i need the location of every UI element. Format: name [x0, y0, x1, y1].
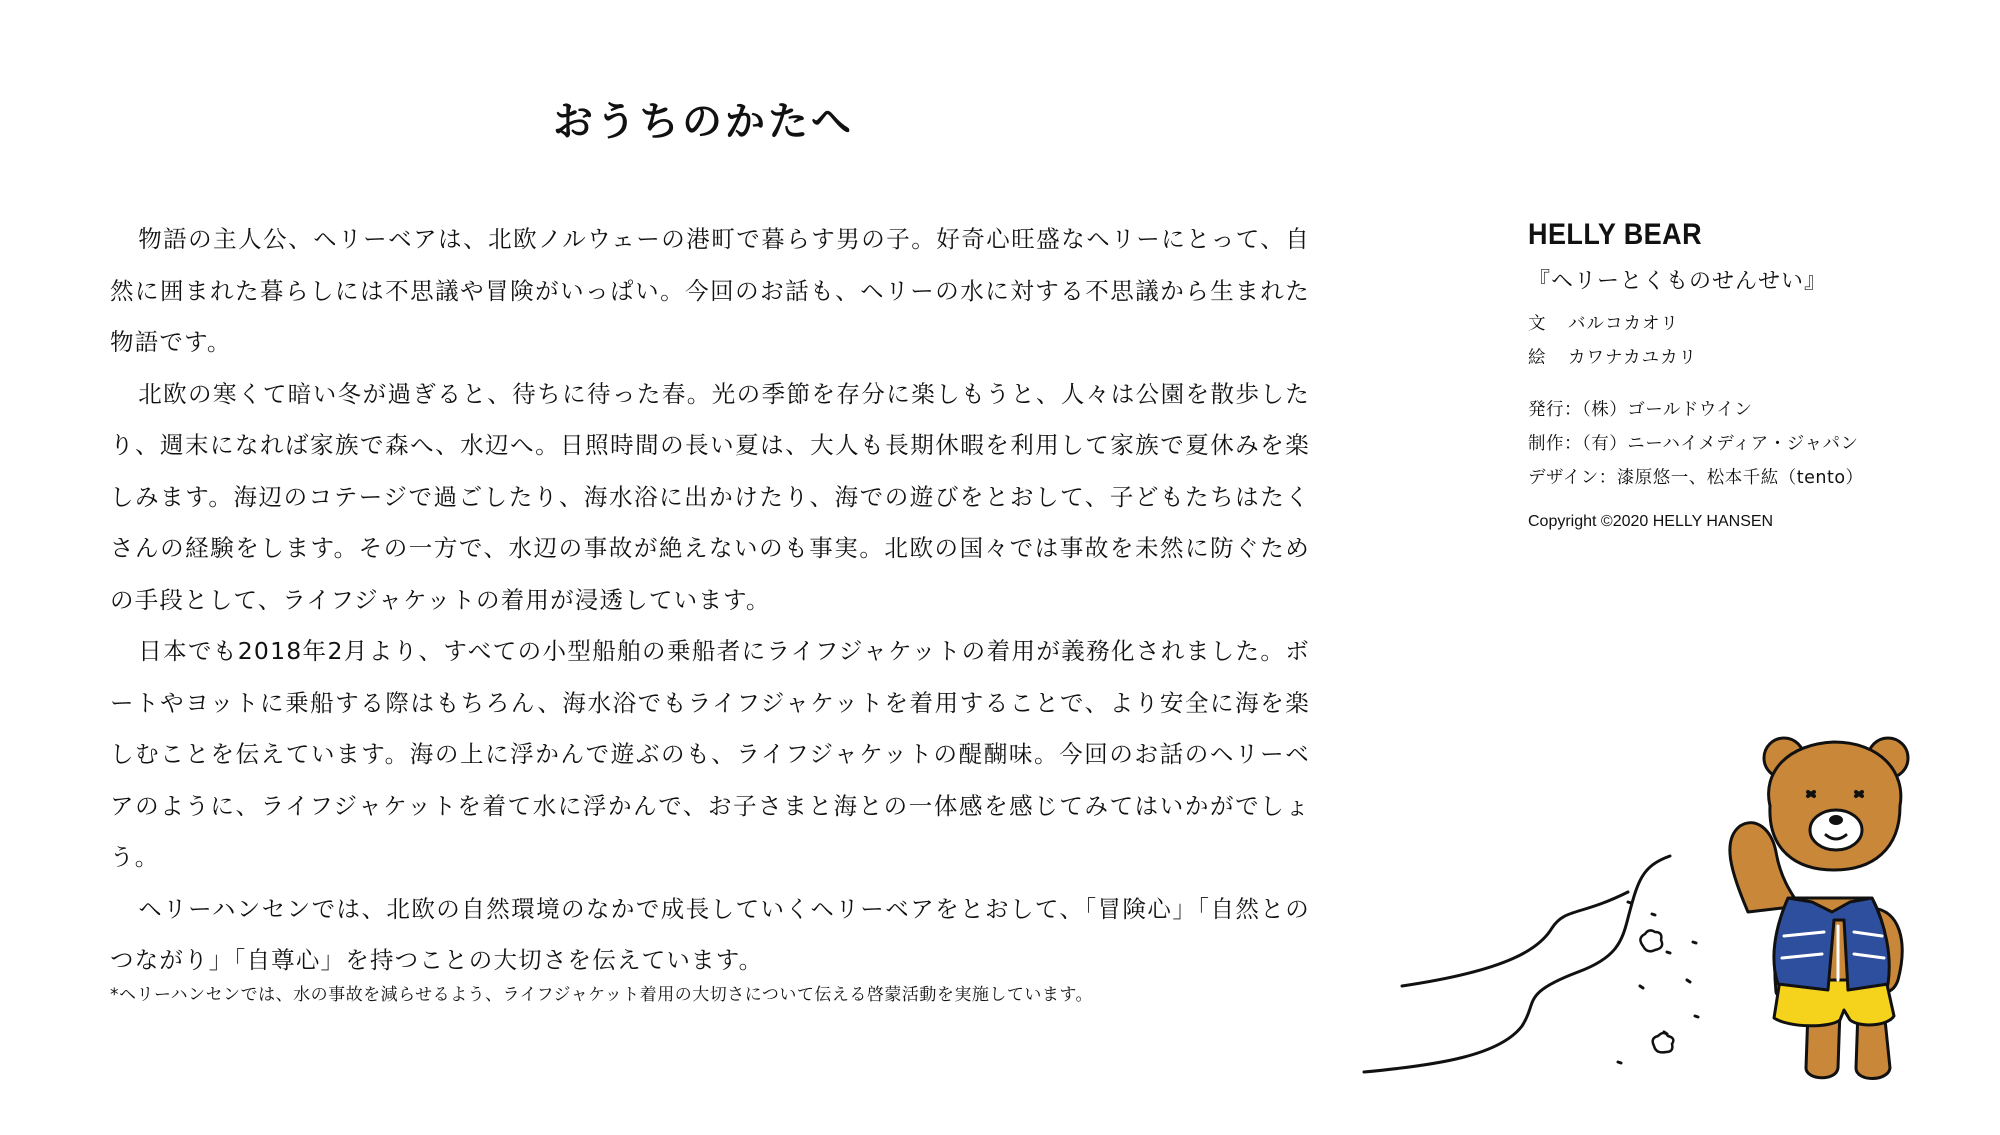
- bubble-2: [1653, 1033, 1674, 1052]
- writer-row: [1528, 307, 1928, 341]
- illustrator-row: [1528, 341, 1928, 375]
- credits-block: [1528, 218, 1928, 531]
- bear: [1730, 738, 1908, 1079]
- paragraph-3: 日本でも2018年2月より、すべての小型船舶の乗船者にライフジャケットの着用が義務化されました。ボートやヨットに乗船する際はもちろん、海水浴でもライフジャケットを着用することで、より安全に海を楽しむことを伝えています。海の上に浮かんで遊ぶのも、ライフジャケットの醍醐味。今回のお話のヘリーベアのように、ライフジャケットを着て水に浮かんで、お子さまと海との一体感を感じてみてはいかがでしょう。: [110, 637, 1310, 871]
- publication-info: [1528, 393, 1928, 495]
- paragraph-1: 物語の主人公、ヘリーベアは、北欧ノルウェーの港町で暮らす男の子。好奇心旺盛なヘリーにとって、自然に囲まれた暮らしには不思議や冒険がいっぱい。今回のお話も、ヘリーの水に対する不思議から生まれた物語です。: [110, 225, 1310, 356]
- paragraph-4: ヘリーハンセンでは、北欧の自然環境のなかで成長していくヘリーベアをとおして、「冒険心」「自然とのつながり」「自尊心」を持つことの大切さを伝えています。: [110, 894, 1310, 974]
- design-credit: デザイン：漆原悠一、松本千紘（tento）: [1528, 468, 1864, 488]
- writer-name: バルコカオリ: [1568, 314, 1679, 334]
- illustrator-label: 絵: [1528, 348, 1547, 368]
- publisher: 発行：（株）ゴールドウイン: [1528, 400, 1753, 420]
- writer-label: 文: [1528, 314, 1547, 334]
- page-title: おうちのかたへ: [553, 99, 854, 145]
- water-lines: [1364, 856, 1670, 1072]
- paragraph-2: 北欧の寒くて暗い冬が過ぎると、待ちに待った春。光の季節を存分に楽しもうと、人々は公園を散歩したり、週末になれば家族で森へ、水辺へ。日照時間の長い夏は、大人も長期休暇を利用して家族で夏休みを楽しみます。海辺のコテージで過ごしたり、海水浴に出かけたり、海での遊びをとおして、子どもたちはたくさんの経験をします。その一方で、水辺の事故が絶えないのも事実。北欧の国々では事故を未然に防ぐための手段として、ライフジャケットの着用が浸透しています。: [110, 379, 1310, 614]
- production: 制作：（有）ニーハイメディア・ジャパン: [1528, 434, 1859, 454]
- brand-name: HELLY BEAR: [1528, 218, 1703, 251]
- authors: [1528, 307, 1928, 375]
- copyright: Copyright ©2020 HELLY HANSEN: [1528, 513, 1774, 530]
- bubble-1: [1640, 930, 1662, 951]
- illustrator-name: カワナカユカリ: [1568, 348, 1698, 368]
- footnote: *ヘリーハンセンでは、水の事故を減らせるよう、ライフジャケット着用の大切さについて伝える啓蒙活動を実施しています。: [110, 985, 1094, 1005]
- book-title: 『ヘリーとくものせんせい』: [1528, 269, 1828, 294]
- helly-bear-illustration: [1360, 680, 1970, 1090]
- body-text: [110, 214, 1310, 987]
